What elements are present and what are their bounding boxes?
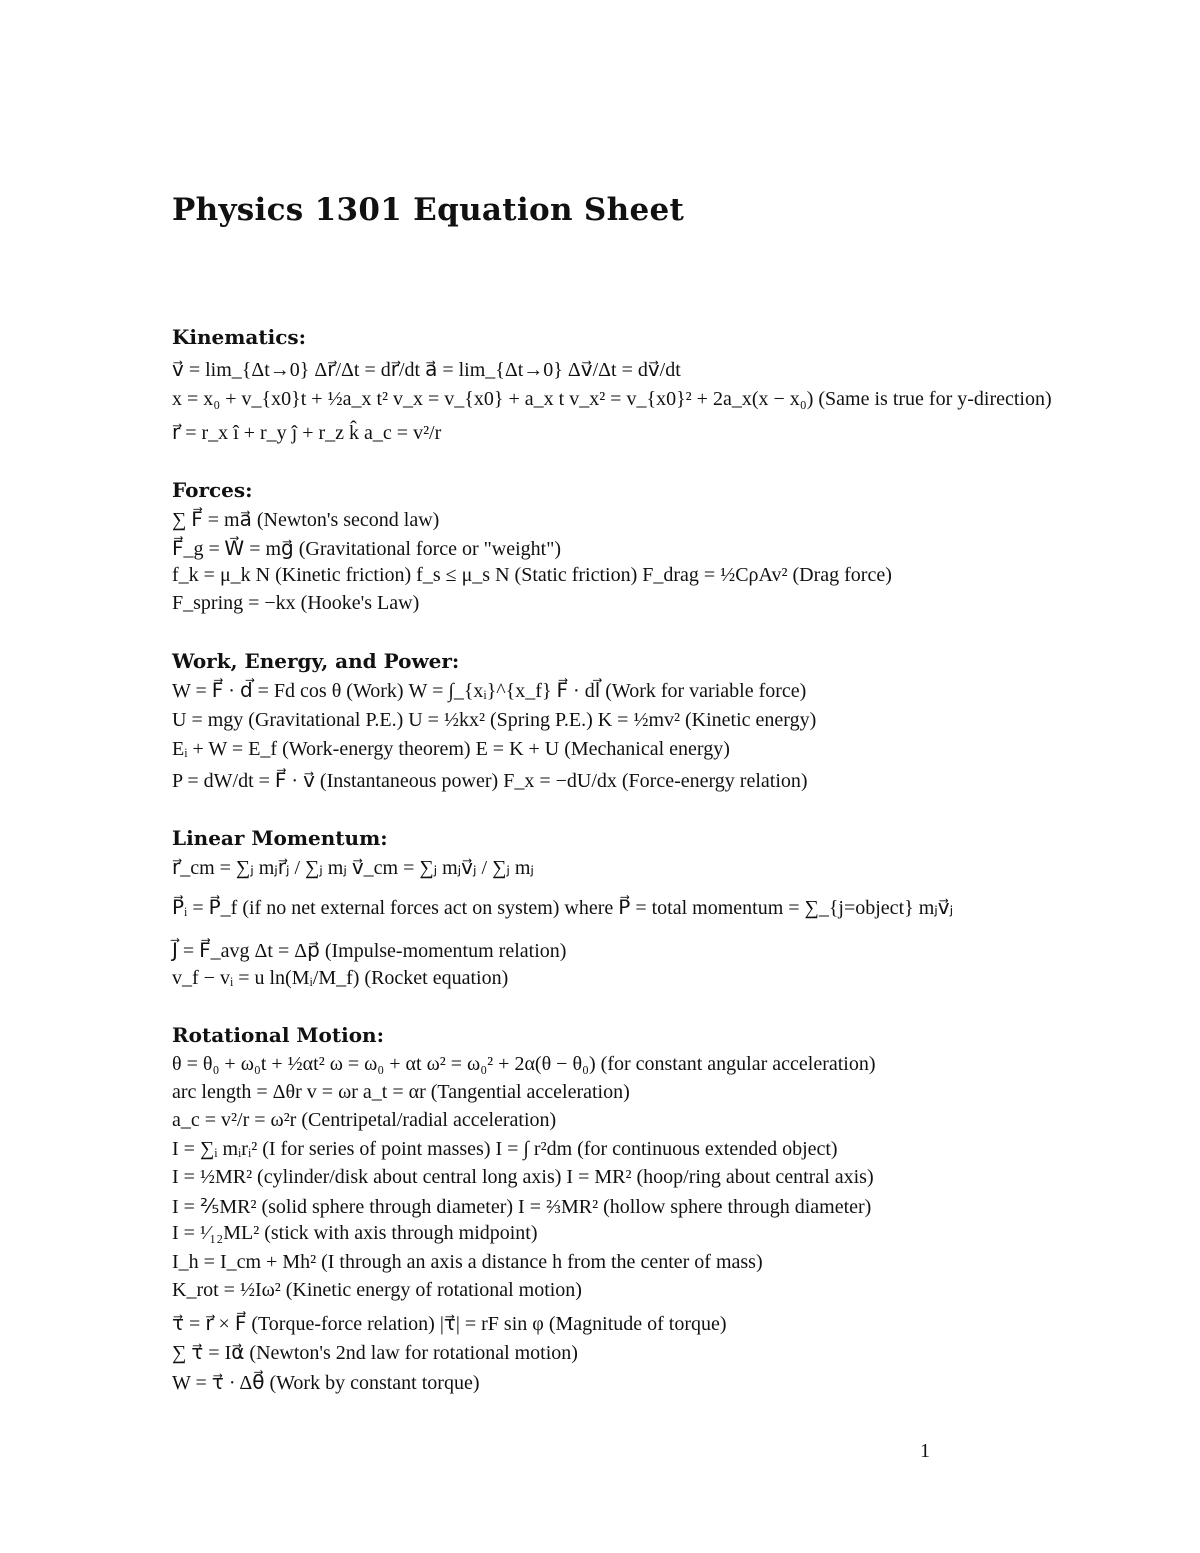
kinematics-line-3: r⃗ = r_x î + r_y ĵ + r_z k̂ a_c = v²/r bbox=[172, 422, 442, 444]
rotation-line-4: I = ∑ᵢ mᵢrᵢ² (I for series of point masses) I = ∫ r²dm (for continuous extended object) bbox=[172, 1138, 838, 1160]
forces-line-4: F_spring = −kx (Hooke's Law) bbox=[172, 592, 420, 614]
work-energy-power-heading: Work, Energy, and Power: bbox=[172, 649, 460, 673]
forces-line-3: f_k = μ_k N (Kinetic friction) f_s ≤ μ_s N (Static friction) F_drag = ½CρAv² (Drag force) bbox=[172, 564, 892, 586]
work-energy-line-2: U = mgy (Gravitational P.E.) U = ½kx² (Spring P.E.) K = ½mv² (Kinetic energy) bbox=[172, 709, 817, 731]
rotation-line-8: I_h = I_cm + Mh² (I through an axis a distance h from the center of mass) bbox=[172, 1251, 763, 1273]
work-energy-line-3: Eᵢ + W = E_f (Work-energy theorem) E = K + U (Mechanical energy) bbox=[172, 738, 730, 760]
rotation-line-12: W = τ⃗ · Δθ⃗ (Work by constant torque) bbox=[172, 1372, 480, 1394]
page-title: Physics 1301 Equation Sheet bbox=[172, 192, 685, 228]
momentum-line-3: J⃗ = F⃗_avg Δt = Δp⃗ (Impulse-momentum relation) bbox=[172, 940, 567, 962]
kinematics-line-1: v⃗ = lim_{Δt→0} Δr⃗/Δt = dr⃗/dt a⃗ = lim_{Δt→0} Δv⃗/Δt = dv⃗/dt bbox=[172, 359, 681, 381]
linear-momentum-heading: Linear Momentum: bbox=[172, 826, 388, 850]
momentum-line-1: r⃗_cm = ∑ⱼ mⱼr⃗ⱼ / ∑ⱼ mⱼ v⃗_cm = ∑ⱼ mⱼv⃗ⱼ / ∑ⱼ mⱼ bbox=[172, 857, 534, 879]
rotation-line-10: τ⃗ = r⃗ × F⃗ (Torque-force relation) |τ⃗| = rF sin φ (Magnitude of torque) bbox=[172, 1313, 727, 1335]
forces-heading: Forces: bbox=[172, 478, 253, 502]
rotation-line-9: K_rot = ½Iω² (Kinetic energy of rotational motion) bbox=[172, 1279, 582, 1301]
rotation-line-7: I = ¹⁄₁₂ML² (stick with axis through midpoint) bbox=[172, 1222, 538, 1244]
rotation-line-2: arc length = Δθr v = ωr a_t = αr (Tangential acceleration) bbox=[172, 1081, 630, 1103]
forces-line-1: ∑ F⃗ = ma⃗ (Newton's second law) bbox=[172, 509, 440, 531]
kinematics-line-2: x = x₀ + v_{x0}t + ½a_x t² v_x = v_{x0} + a_x t v_x² = v_{x0}² + 2a_x(x − x₀) (Same is true for y-direction) bbox=[172, 388, 1052, 410]
rotation-line-5: I = ½MR² (cylinder/disk about central long axis) I = MR² (hoop/ring about central axis) bbox=[172, 1166, 874, 1188]
forces-line-2: F⃗_g = W⃗ = mg⃗ (Gravitational force or "weight") bbox=[172, 538, 562, 560]
momentum-line-4: v_f − vᵢ = u ln(Mᵢ/M_f) (Rocket equation) bbox=[172, 967, 509, 989]
rotation-line-3: a_c = v²/r = ω²r (Centripetal/radial acceleration) bbox=[172, 1109, 557, 1131]
rotation-line-1: θ = θ₀ + ω₀t + ½αt² ω = ω₀ + αt ω² = ω₀² + 2α(θ − θ₀) (for constant angular acceleration) bbox=[172, 1053, 876, 1075]
rotation-line-11: ∑ τ⃗ = Iα⃗ (Newton's 2nd law for rotational motion) bbox=[172, 1342, 578, 1364]
kinematics-heading: Kinematics: bbox=[172, 325, 307, 349]
rotation-line-6: I = ⅖MR² (solid sphere through diameter) I = ⅔MR² (hollow sphere through diameter) bbox=[172, 1196, 872, 1218]
page-number: 1 bbox=[920, 1440, 930, 1462]
rotational-motion-heading: Rotational Motion: bbox=[172, 1023, 384, 1047]
work-energy-line-1: W = F⃗ · d⃗ = Fd cos θ (Work) W = ∫_{xᵢ}^{x_f} F⃗ · dl⃗ (Work for variable force) bbox=[172, 680, 807, 702]
momentum-line-2: P⃗ᵢ = P⃗_f (if no net external forces act on system) where P⃗ = total momentum = ∑_{j=object} mⱼv⃗ⱼ bbox=[172, 897, 954, 919]
work-energy-line-4: P = dW/dt = F⃗ · v⃗ (Instantaneous power) F_x = −dU/dx (Force-energy relation) bbox=[172, 770, 808, 792]
